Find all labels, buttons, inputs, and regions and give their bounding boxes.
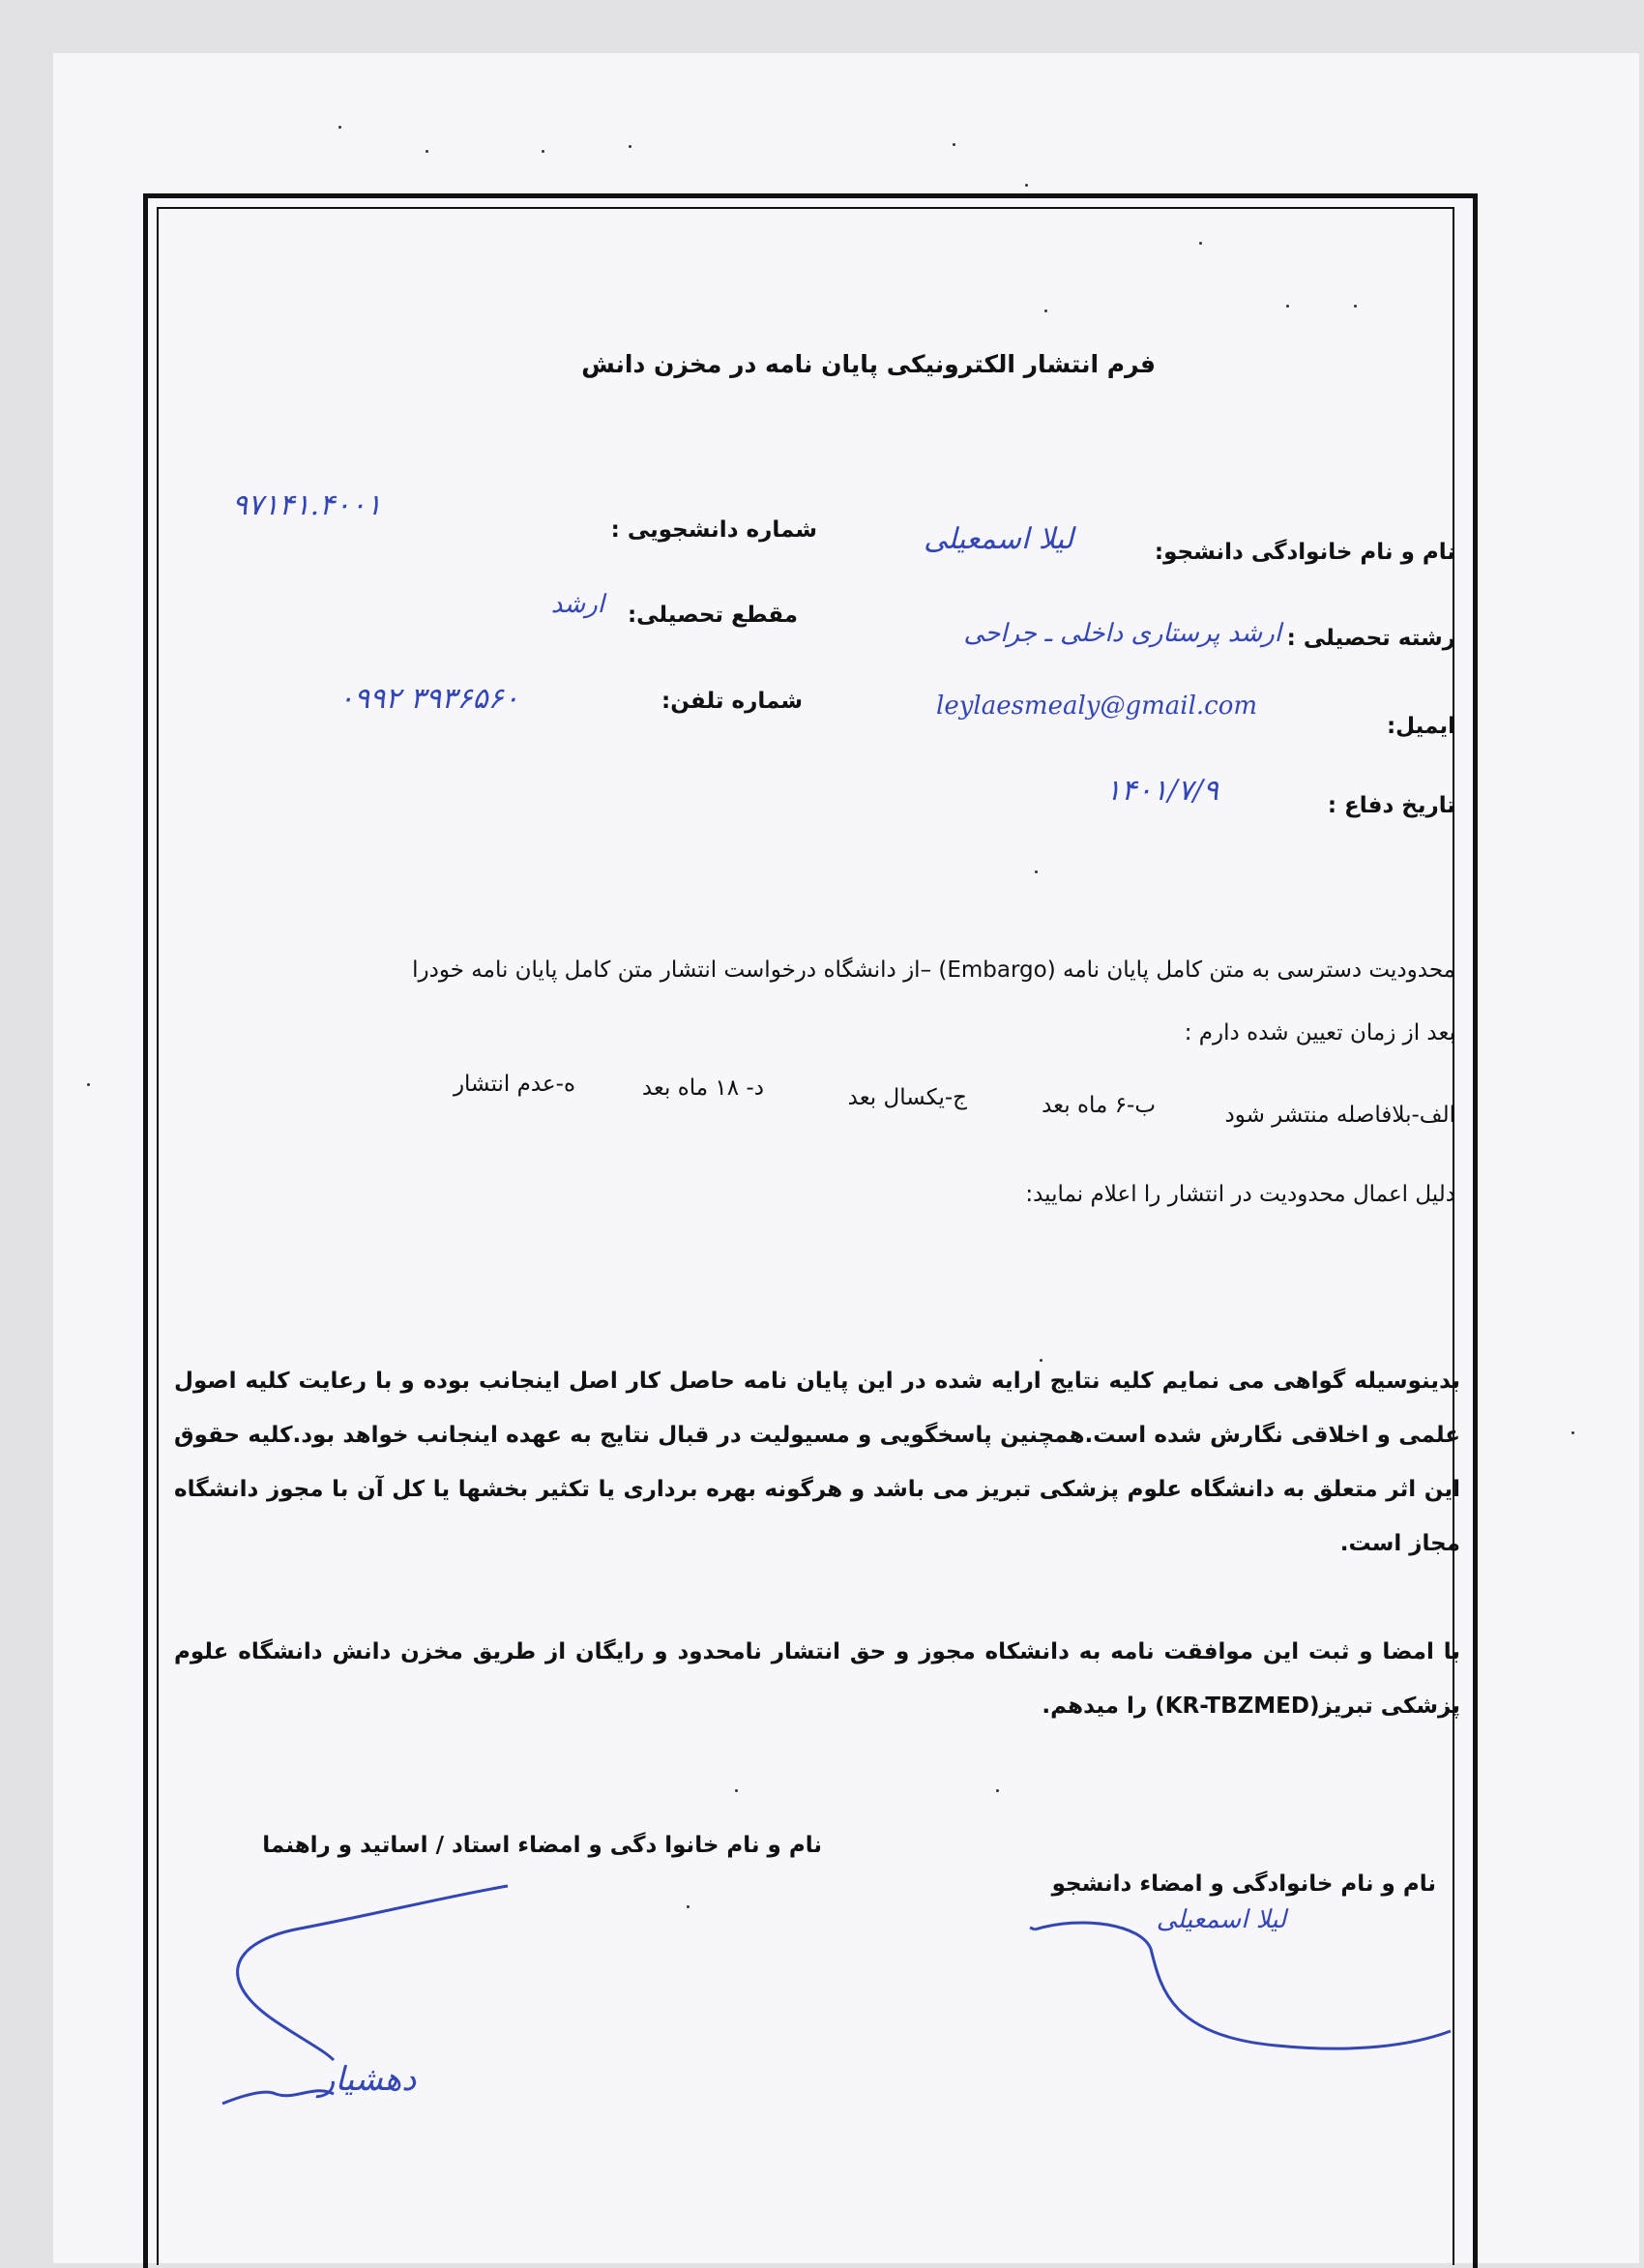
advisor-signature-label: نام و نام خانوا دگی و امضاء استاد / اساتید و راهنما — [262, 1833, 822, 1858]
phone-value: ۰۹۹۲ ۳۹۳۶۵۶۰ — [338, 682, 519, 716]
degree-level-value: ارشد — [550, 590, 604, 619]
student-signature-stroke — [1025, 1910, 1470, 2065]
student-signature-text: لیلا اسمعیلی — [1156, 1905, 1286, 1934]
declaration-paragraph-2: با امضا و ثبت این موافقت نامه به دانشکاه مجوز و حق انتشار نامحدود و رایگان از طریق مخزن دانش دانشگاه علوم پزشکی تبریز(KR-TBZMED) را میدهم. — [174, 1639, 1460, 1719]
embargo-line-1: محدودیت دسترسی به متن کامل پایان نامه (Embargo) –از دانشگاه درخواست انتشار متن کامل پایان نامه خودرا — [412, 957, 1455, 983]
email-label: ایمیل: — [1386, 714, 1455, 739]
degree-level-label: مقطع تحصیلی: — [627, 603, 798, 628]
student-signature-label: نام و نام خانوادگی و امضاء دانشجو — [1051, 1871, 1436, 1897]
advisor-signature-text: دهشیار — [319, 2060, 417, 2099]
field-of-study-label: رشته تحصیلی : — [1286, 626, 1455, 651]
declaration-paragraph-1: بدینوسیله گواهی می نمایم کلیه نتایج ارایه شده در این پایان نامه حاصل کار اصل اینجانب بوده و با رعایت کلیه اصول علمی و اخلاقی نگارش شده است.همچنین پاسخگویی و مسیولیت در قبال نتایج به عهده اینجانب خواهد بود.کلیه حقوق این اثر متعلق به دانشگاه علوم پزشکی تبریز می باشد و هرگونه بهره برداری یا تکثیر بخشها یا کل آن با مجوز دانشگاه مجاز است. — [174, 1369, 1460, 1556]
embargo-option-e[interactable]: ه-عدم انتشار — [453, 1072, 575, 1097]
embargo-line-2: بعد از زمان تعیین شده دارم : — [1184, 1020, 1455, 1046]
embargo-reason-label: دلیل اعمال محدودیت در انتشار را اعلام نمایید: — [1025, 1182, 1455, 1207]
email-value: leylaesmealy@gmail.com — [936, 692, 1258, 721]
student-number-value: ۹۷۱۴۱.۴۰۰۱ — [232, 488, 382, 522]
defense-date-label: تاریخ دفاع : — [1327, 793, 1455, 818]
student-name-value: لیلا اسمعیلی — [924, 522, 1073, 556]
student-name-label: نام و نام خانوادگی دانشجو: — [1154, 540, 1455, 565]
embargo-option-d[interactable]: د- ۱۸ ماه بعد — [641, 1075, 764, 1101]
embargo-option-b[interactable]: ب-۶ ماه بعد — [1042, 1093, 1156, 1118]
embargo-option-a[interactable]: الف-بلافاصله منتشر شود — [1224, 1103, 1455, 1128]
defense-date-value: ۱۴۰۱/۷/۹ — [1105, 774, 1218, 808]
student-number-label: شماره دانشجویی : — [610, 517, 817, 543]
field-of-study-value: ارشد پرستاری داخلی ـ جراحی — [963, 619, 1281, 648]
embargo-option-c[interactable]: ج-یکسال بعد — [847, 1085, 967, 1110]
form-title: فرم انتشار الکترونیکی پایان نامه در مخزن دانش — [581, 350, 1156, 378]
phone-label: شماره تلفن: — [661, 689, 803, 714]
